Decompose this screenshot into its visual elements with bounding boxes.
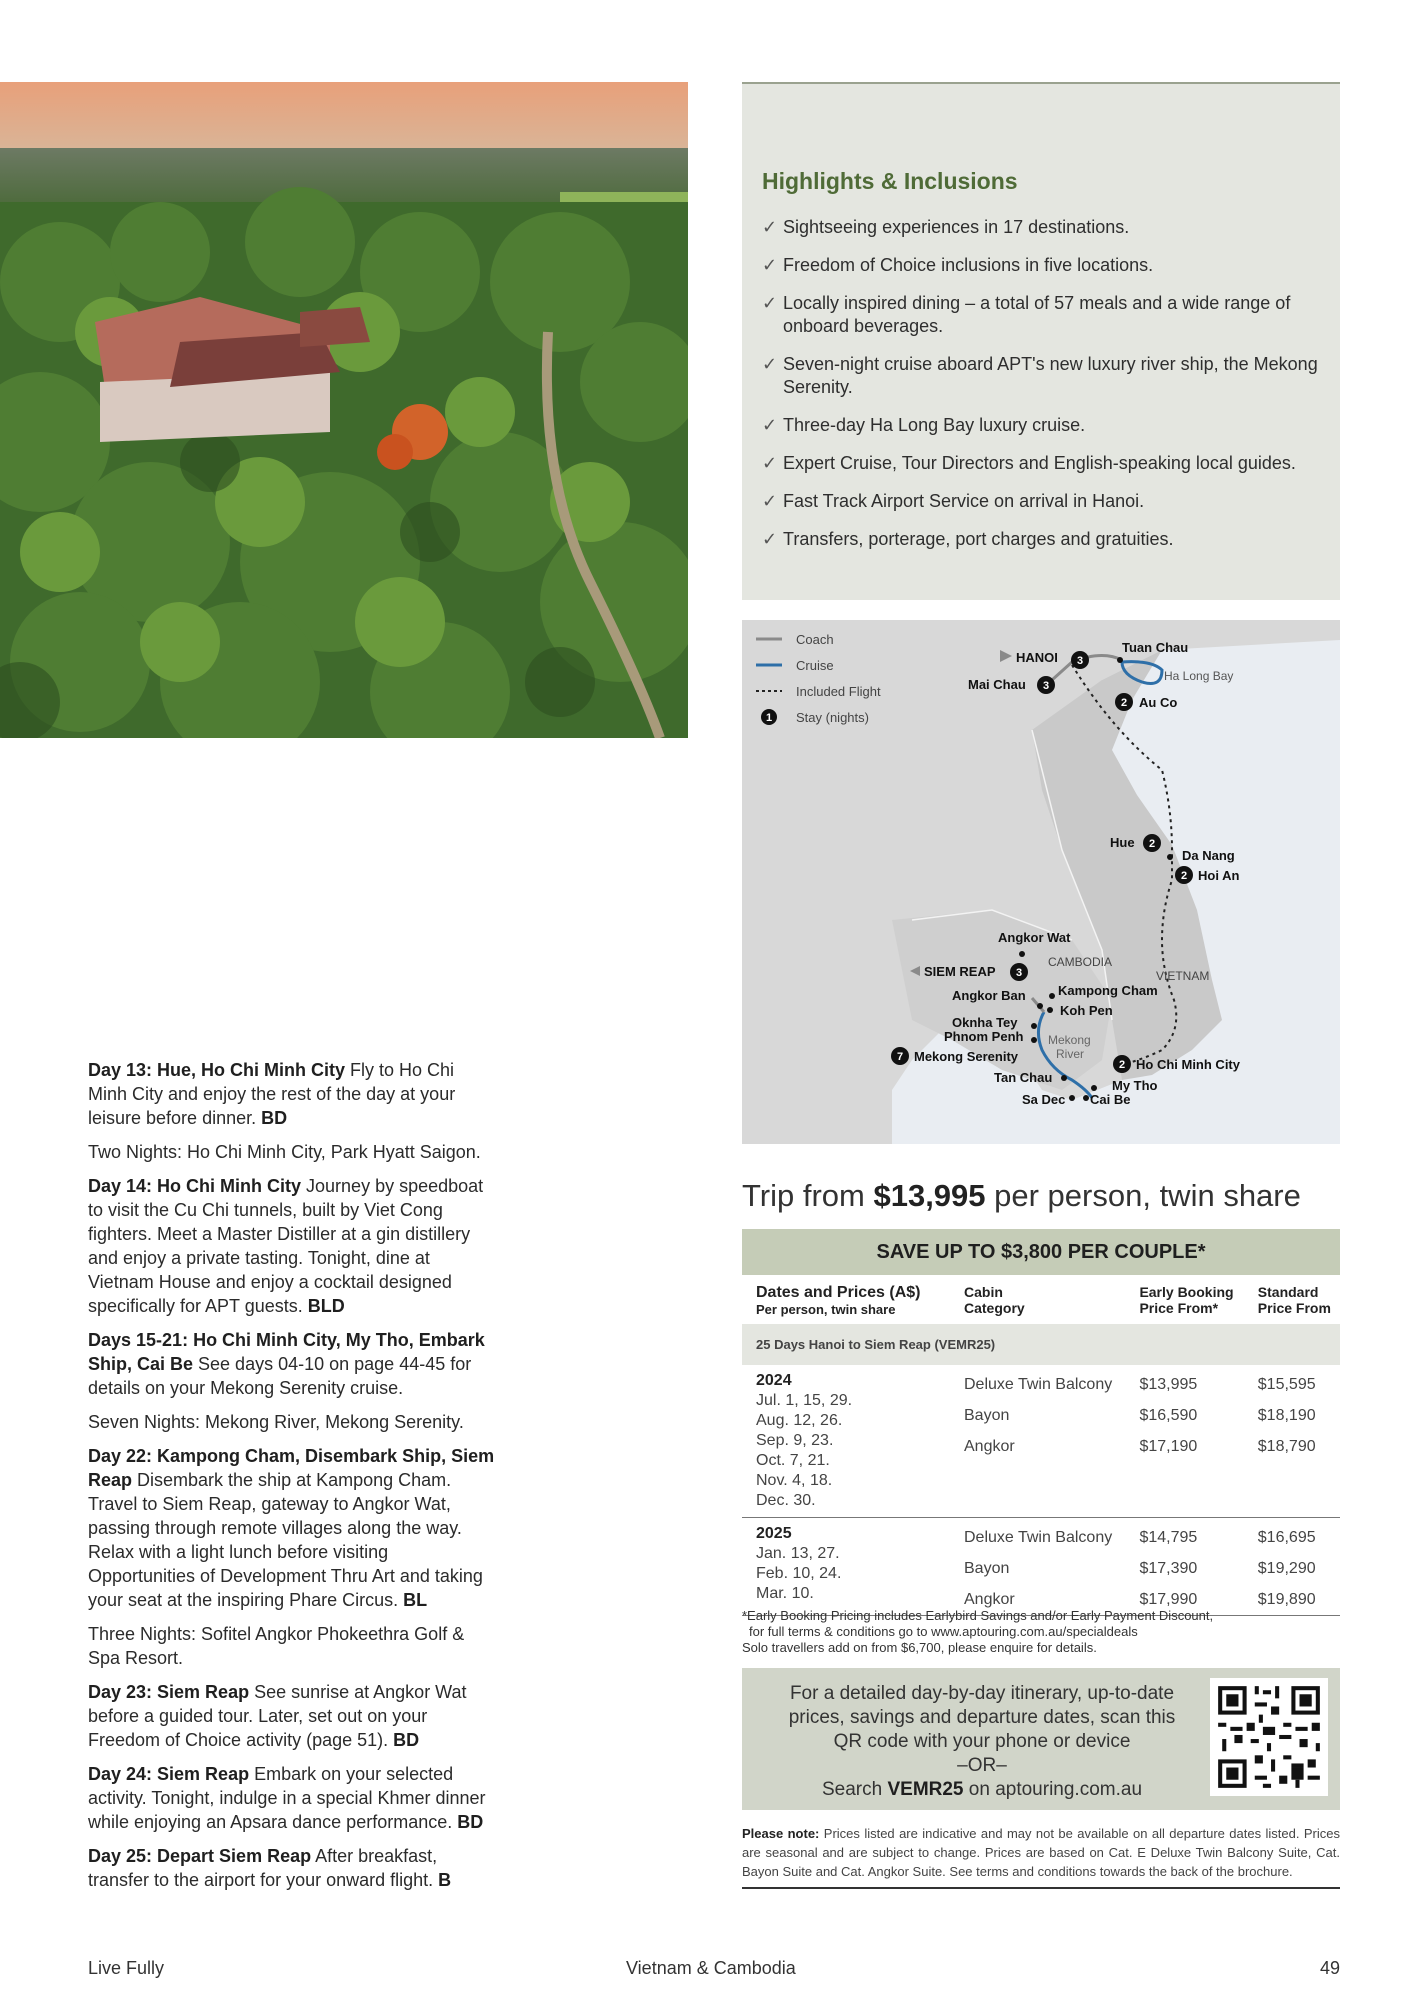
point-marker [1061, 1075, 1067, 1081]
point-marker [1091, 1085, 1097, 1091]
early-price: $17,390 [1139, 1560, 1198, 1577]
price-table-header: Dates and Prices (A$) Per person, twin share Cabin Category Early Booking Price From* Standard Price From [756, 1284, 1331, 1317]
point-marker [1031, 1023, 1037, 1029]
trip-price: $13,995 [873, 1178, 986, 1213]
check-icon: ✓ [762, 217, 778, 237]
highlight-item: ✓ Expert Cruise, Tour Directors and English-speaking local guides. [762, 453, 1296, 473]
page-number: 49 [1319, 1958, 1340, 1978]
check-icon: ✓ [762, 293, 778, 313]
check-icon: ✓ [762, 255, 778, 275]
label-vietnam: VIETNAM [1156, 969, 1210, 983]
highlight-item: ✓ Locally inspired dining – a total of 57 meals and a wide range of onboard beverages. [762, 293, 1291, 336]
label-hue: Hue [1110, 835, 1135, 850]
route-map [742, 620, 1340, 1144]
standard-price: $15,595 [1257, 1376, 1316, 1393]
trip-price-headline: Trip from $13,995 per person, twin share [742, 1178, 1301, 1213]
aerial-temple-forest-image [0, 82, 688, 738]
check-icon: ✓ [762, 491, 778, 511]
label-phnom-penh: Phnom Penh [944, 1029, 1024, 1044]
early-price: $17,190 [1139, 1438, 1198, 1455]
point-marker [1083, 1095, 1089, 1101]
qr-code-icon[interactable] [1210, 1678, 1328, 1796]
early-price: $14,795 [1139, 1529, 1198, 1546]
label-ho-chi-minh-city: Ho Chi Minh City [1136, 1057, 1240, 1072]
standard-price: $18,190 [1257, 1407, 1316, 1424]
itinerary-column [88, 1058, 498, 1902]
cabin-name: Deluxe Twin Balcony [964, 1529, 1113, 1546]
label-au-co: Au Co [1139, 695, 1178, 710]
standard-price: $16,695 [1257, 1529, 1316, 1546]
label-cambodia: CAMBODIA [1048, 955, 1113, 969]
standard-price: $18,790 [1257, 1438, 1316, 1455]
label-tan-chau: Tan Chau [994, 1070, 1053, 1085]
early-price: $16,590 [1139, 1407, 1198, 1424]
cabin-name: Angkor [964, 1591, 1015, 1608]
svg-text:3: 3 [1042, 680, 1050, 692]
label-kampong-cham: Kampong Cham [1058, 983, 1158, 998]
legend-stay: Stay (nights) [796, 710, 869, 725]
label-sa-dec: Sa Dec [1022, 1092, 1066, 1107]
legend-cruise: Cruise [796, 658, 834, 673]
check-icon: ✓ [762, 354, 778, 374]
highlight-item: ✓ Transfers, porterage, port charges and gratuities. [762, 529, 1174, 549]
highlights-box [742, 82, 1340, 600]
svg-text:2: 2 [1118, 1059, 1126, 1071]
point-marker [1117, 657, 1123, 663]
highlight-item: ✓ Sightseeing experiences in 17 destinations. [762, 217, 1130, 237]
cabin-name: Bayon [964, 1407, 1010, 1424]
itinerary-day-24: Day 24: Siem Reap Embark on your selected activity. Tonight, indulge in a special Khmer dinner while enjoying an Apsara dance performance. BD [88, 1764, 486, 1832]
route-map-svg [742, 620, 1340, 1144]
itinerary-stay-hcmc: Two Nights: Ho Chi Minh City, Park Hyatt Saigon. [88, 1142, 481, 1162]
year-2024-row: 2024 Jul. 1, 15, 29. Aug. 12, 26. Sep. 9, 23. Oct. 7, 21. Nov. 4, 18. Dec. 30. Deluxe Twin Balcony Bayon Angkor $13,995 $16,590 $17,190 $15,595 $18,190 $18,790 [742, 1365, 1340, 1518]
footnote-line-2: for full terms & conditions go to www.aptouring.com.au/specialdeals [749, 1624, 1138, 1639]
label-ha-long-bay: Ha Long Bay [1164, 669, 1234, 683]
label-hanoi: HANOI [1016, 650, 1058, 665]
label-koh-pen: Koh Pen [1060, 1003, 1113, 1018]
standard-price: $19,890 [1257, 1591, 1316, 1608]
svg-text:7: 7 [896, 1051, 904, 1063]
point-marker [1037, 1003, 1043, 1009]
solo-note: Solo travellers add on from $6,700, please enquire for details. [742, 1640, 1097, 1655]
itinerary-days-15-21: Days 15-21: Ho Chi Minh City, My Tho, Embark Ship, Cai Be See days 04-10 on page 44-45 for details on your Mekong Serenity cruise. [88, 1330, 485, 1398]
label-tuan-chau: Tuan Chau [1122, 640, 1189, 655]
legend-coach: Coach [796, 632, 834, 647]
itinerary-day-22: Day 22: Kampong Cham, Disembark Ship, Siem Reap Disembark the ship at Kampong Cham. Travel to Siem Reap, gateway to Angkor Wat, passing through remote villages along the way. Relax with a light lunch before visiting Opportunities of Development Thru Art and taking your seat at the inspiring Phare Circus. BL [88, 1446, 495, 1610]
hero-photo [0, 82, 688, 738]
highlight-item: ✓ Three-day Ha Long Bay luxury cruise. [762, 415, 1086, 435]
qr-info-box [742, 1668, 1340, 1810]
label-siem-reap: SIEM REAP [924, 964, 996, 979]
early-price: $13,995 [1139, 1376, 1198, 1393]
svg-text:2: 2 [1148, 838, 1156, 850]
highlight-item: ✓ Seven-night cruise aboard APT's new luxury river ship, the Mekong Serenity. [762, 354, 1318, 397]
itinerary-day-14: Day 14: Ho Chi Minh City Journey by speedboat to visit the Cu Chi tunnels, built by Viet Cong fighters. Meet a Master Distiller at a gin distillery and enjoy a private tasting. Tonight, dine at Vietnam House and enjoy a cocktail designed specifically for APT guests. BLD [88, 1176, 484, 1316]
cabin-name: Bayon [964, 1560, 1010, 1577]
svg-text:1: 1 [765, 712, 773, 724]
highlight-item: ✓ Freedom of Choice inclusions in five locations. [762, 255, 1154, 275]
label-cai-be: Cai Be [1090, 1092, 1131, 1107]
point-marker [1047, 1007, 1053, 1013]
itinerary-stay-mekong: Seven Nights: Mekong River, Mekong Serenity. [88, 1412, 464, 1432]
price-table [742, 1280, 1340, 1616]
label-angkor-ban: Angkor Ban [952, 988, 1026, 1003]
point-marker [1031, 1037, 1037, 1043]
highlights-title: Highlights & Inclusions [762, 168, 1018, 194]
highlights-list [762, 216, 1327, 566]
tour-row: 25 Days Hanoi to Siem Reap (VEMR25) [742, 1324, 1340, 1365]
search-code: VEMR25 [887, 1779, 964, 1800]
label-mekong-serenity: Mekong Serenity [914, 1049, 1019, 1064]
year-2025-row: 2025 Jan. 13, 27. Feb. 10, 24. Mar. 10. Deluxe Twin Balcony Bayon Angkor $14,795 $17,390 $17,990 $16,695 $19,290 $19,890 [742, 1518, 1340, 1616]
footnote-line-1: *Early Booking Pricing includes Earlybird Savings and/or Early Payment Discount, [742, 1608, 1214, 1623]
svg-text:2: 2 [1180, 870, 1188, 882]
check-icon: ✓ [762, 415, 778, 435]
svg-text:3: 3 [1076, 655, 1084, 667]
svg-text:2: 2 [1120, 697, 1128, 709]
label-mai-chau: Mai Chau [968, 677, 1026, 692]
itinerary-day-13: Day 13: Hue, Ho Chi Minh City Fly to Ho Chi Minh City and enjoy the rest of the day at your leisure before dinner. BD [88, 1060, 456, 1128]
label-angkor-wat: Angkor Wat [998, 930, 1071, 945]
itinerary-stay-siem-reap: Three Nights: Sofitel Angkor Phokeethra Golf & Spa Resort. [88, 1624, 465, 1668]
standard-price: $19,290 [1257, 1560, 1316, 1577]
point-marker [1069, 1095, 1075, 1101]
qr-text: For a detailed day-by-day itinerary, up-to-date prices, savings and departure dates, scan this QR code with your phone or device –OR– Search VEMR25 on aptouring.com.au [788, 1683, 1176, 1800]
check-icon: ✓ [762, 453, 778, 473]
point-marker [1167, 854, 1173, 860]
itinerary-day-25: Day 25: Depart Siem Reap After breakfast, transfer to the airport for your onward flight. B [88, 1846, 452, 1890]
early-price: $17,990 [1139, 1591, 1198, 1608]
point-marker [1049, 993, 1055, 999]
label-mekong-river: Mekong [1048, 1033, 1091, 1047]
svg-text:River: River [1056, 1047, 1085, 1061]
disclaimer-note: Please note: Prices listed are indicative and may not be available on all departure dates listed. Prices are seasonal and are subject to change. Prices are based on Cat. E Deluxe Twin Balcony Suite, Cat. Bayon Suite and Cat. Angkor Suite. See terms and conditions towards the back of the brochure. [742, 1824, 1340, 1889]
footer-section-title: Vietnam & Cambodia [626, 1958, 796, 1978]
label-hoi-an: Hoi An [1198, 868, 1240, 883]
label-oknha-tey: Oknha Tey [952, 1015, 1018, 1030]
pricing-notes [742, 1608, 1340, 1656]
itinerary-day-23: Day 23: Siem Reap See sunrise at Angkor Wat before a guided tour. Later, set out on your Freedom of Choice activity (page 51). BD [88, 1682, 467, 1750]
point-marker [1019, 951, 1025, 957]
highlight-item: ✓ Fast Track Airport Service on arrival in Hanoi. [762, 491, 1145, 511]
save-banner: SAVE UP TO $3,800 PER COUPLE* [742, 1229, 1340, 1275]
check-icon: ✓ [762, 529, 778, 549]
footer-tagline: Live Fully [88, 1958, 165, 1978]
svg-text:3: 3 [1015, 967, 1023, 979]
label-my-tho: My Tho [1112, 1078, 1158, 1093]
cabin-name: Deluxe Twin Balcony [964, 1376, 1113, 1393]
legend-flight: Included Flight [796, 684, 881, 699]
cabin-name: Angkor [964, 1438, 1015, 1455]
label-da-nang: Da Nang [1182, 848, 1235, 863]
